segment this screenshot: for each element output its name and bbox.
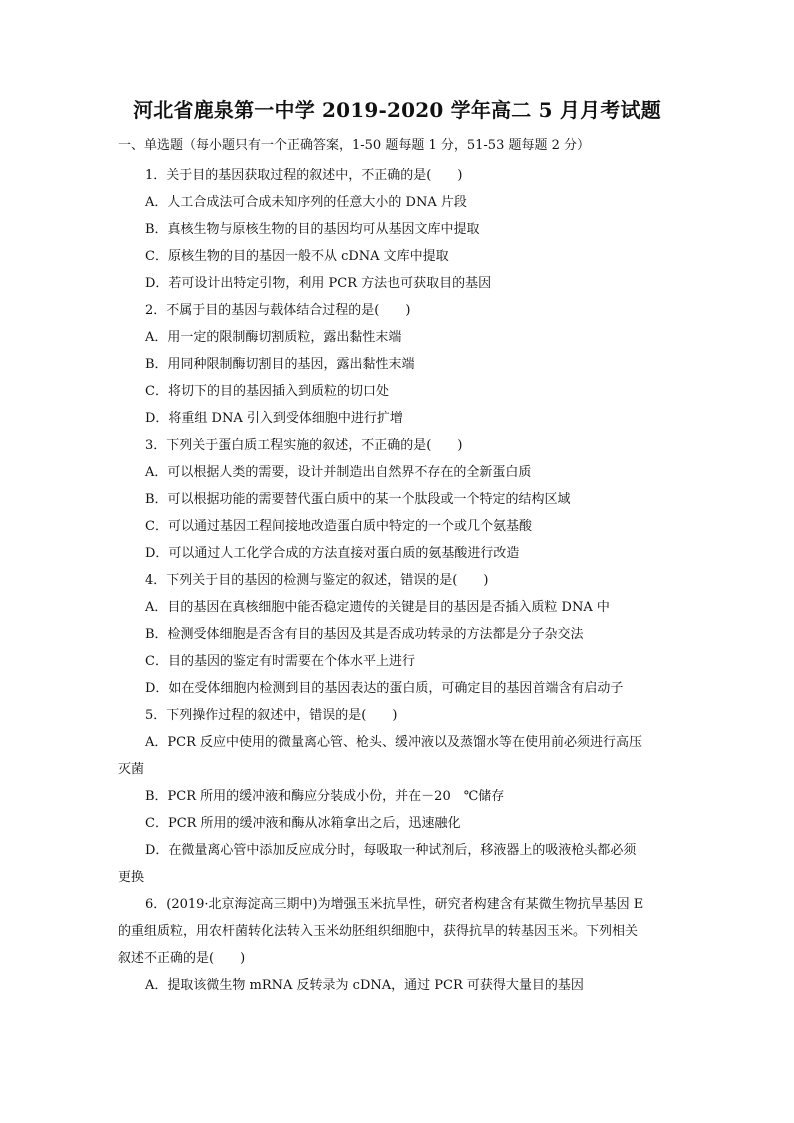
- answer-option: D．在微量离心管中添加反应成分时，每吸取一种试剂后，移液器上的吸液枪头都必须: [145, 843, 637, 858]
- answer-option: B．检测受体细胞是否含有目的基因及其是否成功转录的方法都是分子杂交法: [145, 627, 584, 642]
- answer-option: D．若可设计出特定引物，利用 PCR 方法也可获取目的基因: [145, 276, 492, 291]
- text-continuation: 更换: [118, 870, 145, 885]
- answer-option: B．PCR 所用的缓冲液和酶应分装成小份，并在－20 ℃储存: [145, 789, 505, 804]
- answer-option: D．将重组 DNA 引入到受体细胞中进行扩增: [145, 411, 403, 426]
- question-stem: 1．关于目的基因获取过程的叙述中，不正确的是( ): [145, 168, 463, 183]
- question-list: [118, 162, 678, 999]
- text-continuation: 叙述不正确的是( ): [118, 951, 246, 966]
- answer-option: A．提取该微生物 mRNA 反转录为 cDNA，通过 PCR 可获得大量目的基因: [145, 978, 584, 993]
- answer-option: A．可以根据人类的需要，设计并制造出自然界不存在的全新蛋白质: [145, 465, 532, 480]
- answer-option: D．如在受体细胞内检测到目的基因表达的蛋白质，可确定目的基因首端含有启动子: [145, 681, 624, 696]
- text-continuation: 的重组质粒，用农杆菌转化法转入玉米幼胚组织细胞中，获得抗旱的转基因玉米。下列相关: [118, 924, 639, 939]
- answer-option: C．原核生物的目的基因一般不从 cDNA 文库中提取: [145, 249, 449, 264]
- question-stem: 6．(2019·北京海淀高三期中)为增强玉米抗旱性，研究者构建含有某微生物抗旱基因 E: [145, 897, 644, 912]
- page-title: 河北省鹿泉第一中学 2019-2020 学年高二 5 月月考试题: [133, 98, 661, 122]
- question-stem: 5．下列操作过程的叙述中，错误的是( ): [145, 708, 398, 723]
- question-stem: 4．下列关于目的基因的检测与鉴定的叙述，错误的是( ): [145, 573, 489, 588]
- section-header: 一、单选题（每小题只有一个正确答案，1-50 题每题 1 分，51-53 题每题 2 分）: [118, 138, 591, 153]
- answer-option: A．用一定的限制酶切割质粒，露出黏性末端: [145, 330, 402, 345]
- answer-option: D．可以通过人工化学合成的方法直接对蛋白质的氨基酸进行改造: [145, 546, 520, 561]
- answer-option: C．可以通过基因工程间接地改造蛋白质中特定的一个或几个氨基酸: [145, 519, 532, 534]
- answer-option: C．目的基因的鉴定有时需要在个体水平上进行: [145, 654, 415, 669]
- answer-option: C．PCR 所用的缓冲液和酶从冰箱拿出之后，迅速融化: [145, 816, 461, 831]
- answer-option: A．目的基因在真核细胞中能否稳定遗传的关键是目的基因是否插入质粒 DNA 中: [145, 600, 610, 615]
- question-stem: 2．不属于目的基因与载体结合过程的是( ): [145, 303, 411, 318]
- question-stem: 3．下列关于蛋白质工程实施的叙述，不正确的是( ): [145, 438, 463, 453]
- answer-option: B．用同种限制酶切割目的基因，露出黏性末端: [145, 357, 415, 372]
- answer-option: C．将切下的目的基因插入到质粒的切口处: [145, 384, 389, 399]
- answer-option: A．PCR 反应中使用的微量离心管、枪头、缓冲液以及蒸馏水等在使用前必须进行高压: [145, 735, 643, 750]
- answer-option: A．人工合成法可合成未知序列的任意大小的 DNA 片段: [145, 195, 467, 210]
- answer-option: B．真核生物与原核生物的目的基因均可从基因文库中提取: [145, 222, 480, 237]
- text-continuation: 灭菌: [118, 762, 145, 777]
- answer-option: B．可以根据功能的需要替代蛋白质中的某一个肽段或一个特定的结构区域: [145, 492, 571, 507]
